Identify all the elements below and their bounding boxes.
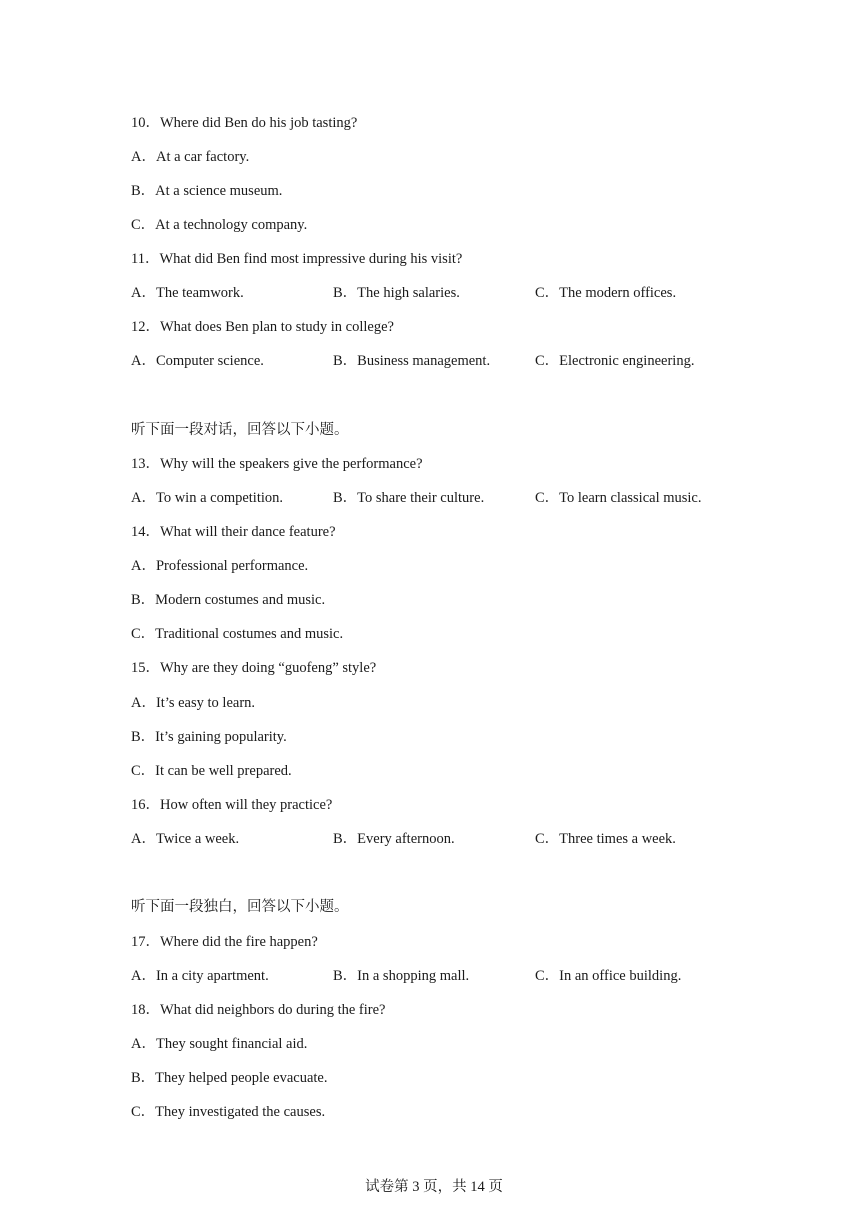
question-14-option-c: C．Traditional costumes and music. [131,626,344,642]
question-15: 15．Why are they doing “guofeng” style? [131,660,377,676]
section-instruction-dialogue: 听下面一段对话，回答以下小题。 [131,422,349,438]
page-footer: 试卷第 3 页，共 14 页 [365,1179,503,1195]
question-16: 16．How often will they practice? [131,797,333,813]
question-15-option-b: B．It’s gaining popularity. [131,729,287,745]
question-18: 18．What did neighbors do during the fire? [131,1002,386,1018]
question-18-option-c: C．They investigated the causes. [131,1104,326,1120]
question-18-option-a: A．They sought financial aid. [131,1036,308,1052]
question-18-option-b: B．They helped people evacuate. [131,1070,328,1086]
question-13-option-b: B．To share their culture. [333,490,485,506]
question-12-option-b: B．Business management. [333,353,491,369]
question-10-option-b: B．At a science museum. [131,183,283,199]
question-17-option-a: A．In a city apartment. [131,968,269,984]
question-11: 11．What did Ben find most impressive during his visit? [131,251,463,267]
question-10-option-c: C．At a technology company. [131,217,308,233]
question-14-option-b: B．Modern costumes and music. [131,592,326,608]
question-13-option-a: A．To win a competition. [131,490,284,506]
question-12-option-a: A．Computer science. [131,353,264,369]
question-12: 12．What does Ben plan to study in college? [131,319,394,335]
question-10: 10．Where did Ben do his job tasting? [131,115,358,131]
question-16-option-a: A．Twice a week. [131,831,240,847]
question-14-option-a: A．Professional performance. [131,558,309,574]
question-16-option-b: B．Every afternoon. [333,831,455,847]
question-17-option-b: B．In a shopping mall. [333,968,470,984]
question-10-option-a: A．At a car factory. [131,149,250,165]
section-instruction-monologue: 听下面一段独白，回答以下小题。 [131,899,349,915]
question-15-option-a: A．It’s easy to learn. [131,695,256,711]
question-17-option-c: C．In an office building. [535,968,682,984]
question-11-option-c: C．The modern offices. [535,285,677,301]
question-15-option-c: C．It can be well prepared. [131,763,292,779]
question-14: 14．What will their dance feature? [131,524,336,540]
question-13: 13．Why will the speakers give the performance? [131,456,423,472]
question-17: 17．Where did the fire happen? [131,934,318,950]
question-16-option-c: C．Three times a week. [535,831,676,847]
question-11-option-a: A．The teamwork. [131,285,244,301]
question-12-option-c: C．Electronic engineering. [535,353,695,369]
question-13-option-c: C．To learn classical music. [535,490,702,506]
question-11-option-b: B．The high salaries. [333,285,460,301]
